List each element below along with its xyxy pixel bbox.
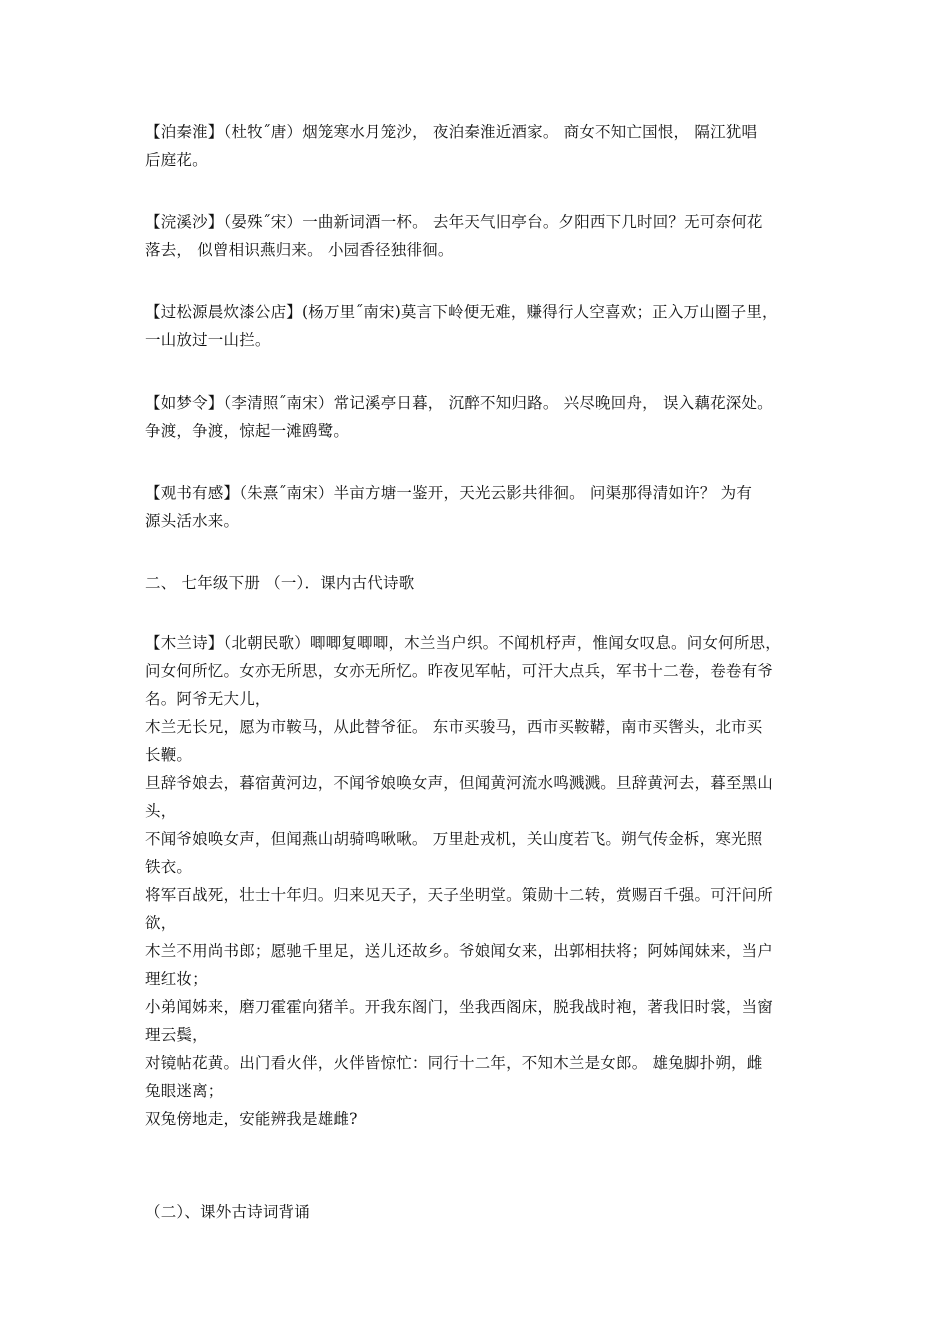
section-heading	[145, 569, 810, 597]
text-line: 欲，	[145, 914, 177, 932]
text-line: 木兰不用尚书郎；愿驰千里足，送儿还故乡。爷娘闻女来，出郭相扶将；阿姊闻妹来，当户	[145, 942, 774, 960]
poem-huanxisha	[145, 208, 810, 264]
poem-mulan	[145, 629, 810, 1133]
text-line: 源头活水来。	[145, 512, 240, 530]
text-line: 问女何所忆。女亦无所思，女亦无所忆。昨夜见军帖，可汗大点兵，军书十二卷，卷卷有爷	[145, 662, 774, 680]
text-line: 【观书有感】（朱熹˝南宋）半亩方塘一鉴开，天光云影共徘徊。 问渠那得清如许？ 为有	[145, 484, 753, 502]
text-line: 争渡，争渡，惊起一滩鸥鹭。	[145, 422, 350, 440]
text-line: 旦辞爷娘去，暮宿黄河边，不闻爷娘唤女声，但闻黄河流水鸣溅溅。旦辞黄河去，暮至黑山	[145, 774, 774, 792]
text-line: 后庭花。	[145, 151, 208, 169]
section-heading	[145, 1198, 810, 1226]
poem-boqinhuai	[145, 118, 810, 174]
heading-line: （二）、课外古诗词背诵	[145, 1203, 310, 1221]
text-line: 头，	[145, 802, 177, 820]
text-line: 一山放过一山拦。	[145, 331, 271, 349]
text-line: 名。阿爷无大儿，	[145, 690, 271, 708]
text-line: 不闻爷娘唤女声，但闻燕山胡骑鸣啾啾。 万里赴戎机，关山度若飞。朔气传金柝，寒光照	[145, 830, 763, 848]
text-line: 小弟闻姊来，磨刀霍霍向猪羊。开我东阁门，坐我西阁床，脱我战时袍，著我旧时裳，当窗	[145, 998, 774, 1016]
text-line: 【如梦令】（李清照˝南宋）常记溪亭日暮， 沉醉不知归路。 兴尽晚回舟， 误入藕花深处。	[145, 394, 773, 412]
text-line: 理红妆；	[145, 970, 208, 988]
text-line: 对镜帖花黄。出门看火伴，火伴皆惊忙：同行十二年，不知木兰是女郎。 雄兔脚扑朔，雌	[145, 1054, 763, 1072]
text-line: 【过松源晨炊漆公店】(杨万里˝南宋)莫言下岭便无难，赚得行人空喜欢；正入万山圈子里，	[145, 303, 778, 321]
text-line: 【泊秦淮】（杜牧˝唐）烟笼寒水月笼沙， 夜泊秦淮近酒家。 商女不知亡国恨， 隔江犹唱	[145, 123, 758, 141]
text-line: 落去， 似曾相识燕归来。 小园香径独徘徊。	[145, 241, 454, 259]
text-line: 【木兰诗】（北朝民歌）唧唧复唧唧，木兰当户织。不闻机杼声，惟闻女叹息。问女何所思，	[145, 634, 781, 652]
text-line: 木兰无长兄，愿为市鞍马，从此替爷征。 东市买骏马，西市买鞍鞯，南市买辔头，北市买	[145, 718, 763, 736]
poem-rumengling	[145, 389, 810, 445]
text-line: 兔眼迷离；	[145, 1082, 224, 1100]
text-line: 【浣溪沙】（晏殊˝宋）一曲新词酒一杯。 去年天气旧亭台。夕阳西下几时回？无可奈何花	[145, 213, 763, 231]
heading-line: 二、 七年级下册 （一）．课内古代诗歌	[145, 574, 415, 592]
poem-songyuan	[145, 298, 810, 354]
text-line: 铁衣。	[145, 858, 193, 876]
text-line: 长鞭。	[145, 746, 193, 764]
text-line: 双兔傍地走，安能辨我是雄雌?	[145, 1110, 358, 1128]
text-line: 将军百战死，壮士十年归。归来见天子，天子坐明堂。策勋十二转，赏赐百千强。可汗问所	[145, 886, 774, 904]
text-line: 理云鬓，	[145, 1026, 208, 1044]
poem-guanshu	[145, 479, 810, 535]
